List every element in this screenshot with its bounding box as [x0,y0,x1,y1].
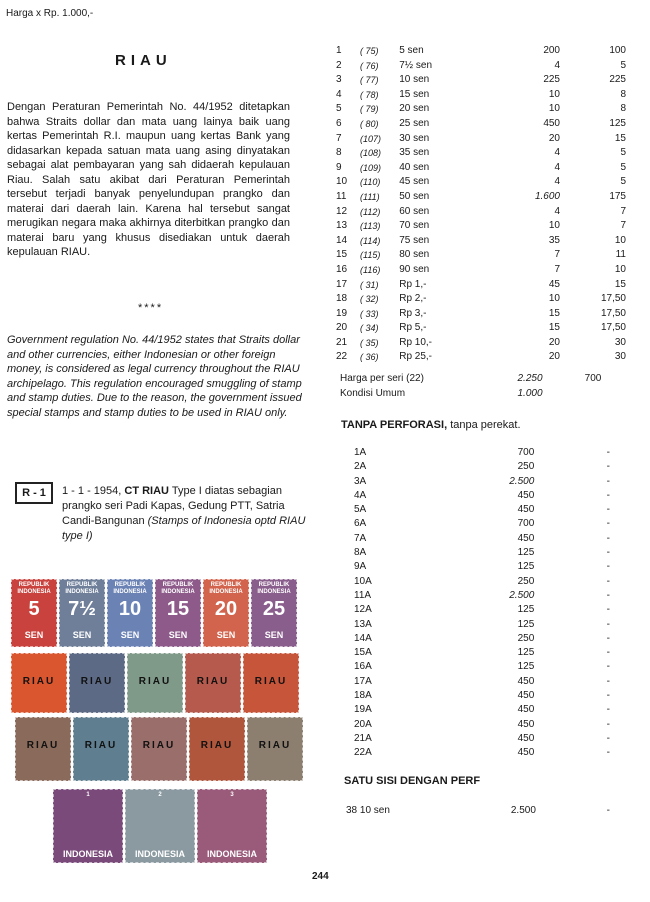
catalog-cell-no: 8 [336,147,342,159]
catalog-cell-v2: 10 [614,263,626,275]
catalog-cell-ref: ( 76) [359,60,379,71]
catalog-cell-ref: ( 75) [359,46,379,56]
catalog-cell-v1: 10 [548,293,560,305]
stamp-overprint: RIAU [142,740,176,751]
stamp-value: 7½ [68,598,96,620]
catalog-cell-v2: 8 [620,88,626,100]
catalog-cell-v2: 7 [620,220,626,232]
imperf-used: - [606,604,610,616]
imperf-no: 7A [354,532,367,544]
catalog-cell-v2: 15 [614,132,626,144]
imperf-row [346,675,626,689]
perf-one-side-table [346,804,626,819]
stamp-overprint: RIAU [254,676,288,687]
catalog-cell-ref: ( 33) [359,308,379,319]
imperf-no: 10A [354,575,372,587]
imperf-value: 250 [517,461,535,473]
catalog-cell-no: 19 [336,307,348,319]
imperf-row [346,689,626,703]
catalog-cell-ref: (108) [359,148,381,159]
catalog-cell-v1: 20 [548,351,560,363]
imperf-row [346,546,626,560]
catalog-row [336,117,626,132]
stamp-overprint: RIAU [258,740,292,751]
stamp [69,653,125,713]
catalog-cell-ref: (113) [359,221,381,232]
catalog-cell-v2: 5 [620,161,626,173]
stamp [203,579,249,647]
imperf-value: 125 [517,604,535,616]
imperf-no: 17A [354,675,372,687]
catalog-cell-v2: 225 [609,74,626,86]
catalog-cell-den: 25 sen [399,117,430,129]
imperf-value: 125 [517,561,535,573]
catalog-cell-v2: 5 [620,176,626,188]
catalog-cell-v2: 5 [620,59,626,71]
page-title: RIAU [115,52,172,69]
catalog-cell-no: 5 [336,103,342,115]
imperf-used: - [606,447,610,458]
summary-row: Harga per seri (22) 2.250 700 [340,373,602,384]
imperf-row [346,732,626,746]
issue-desc: Type I diatas sebagian prangko seri Padi Kapas, Gedung PTT, Satria Candi-Bangunan [62,485,285,527]
imperf-row [346,703,626,717]
catalog-cell-no: 17 [336,278,348,290]
catalog-cell-no: 15 [336,249,348,261]
imperf-row [346,589,626,603]
imperf-used: - [606,732,610,744]
catalog-cell-ref: ( 31) [359,279,379,290]
catalog-cell-v2: 17,50 [600,293,626,305]
catalog-cell-v2: 17,50 [600,307,626,319]
catalog-cell-ref: ( 36) [359,352,379,363]
catalog-cell-no: 3 [336,74,342,86]
imperf-used: - [606,747,610,759]
imperf-no: 18A [354,690,372,702]
catalog-cell-v2: 30 [614,351,626,363]
imperf-value: 700 [517,447,535,458]
imperf-value: 2.500 [509,589,535,601]
catalog-cell-ref: ( 79) [359,104,379,115]
issue-description [62,484,312,544]
stamp [73,717,129,781]
imperf-row [346,503,626,517]
intro-indonesian: Dengan Peraturan Pemerintah No. 44/1952 ditetapkan bahwa Straits dollar dan mata uang lainya baik uang kertas Pemerintah R.I. maupun uang kertas Bank yang didasarkan kepada satuan mata uang asing dinyatakan sebagai alat pembayaran yang sah didaerah kepulauan Riau. Salah satu akibat dari Peraturan Pemerintah tersebut terjadi banyak penyelundupan prangko dan materai dari daerah lain. Karena hal tersebut sangat merugikan negara maka akhirnya diterbitkan prangko dan materai baru yang khusus disediakan untuk daerah kepulauan RIAU. [7,101,290,258]
imperf-used: - [606,489,610,501]
imperf-no: 19A [354,704,372,716]
catalog-cell-no: 16 [336,263,348,275]
imperf-row [346,575,626,589]
stamp-overprint: RIAU [196,676,230,687]
imperf-no: 12A [354,604,372,616]
stamp-overprint: RIAU [80,676,114,687]
stamp-overprint: RIAU [22,676,56,687]
catalog-row [336,263,626,278]
imperf-no: 22A [354,747,372,759]
catalog-cell-v2: 100 [609,45,626,56]
catalog-row [336,205,626,220]
issue-code-box: R - 1 [15,482,53,504]
stamp [185,653,241,713]
catalog-cell-v1: 4 [554,147,560,159]
imperf-no: 1A [354,447,367,458]
table-row: 38 10 sen 2.500 - [346,805,610,816]
imperf-used: - [606,461,610,473]
catalog-cell-v1: 225 [543,74,560,86]
imperf-used: - [606,690,610,702]
imperf-used: - [606,718,610,730]
stamp [155,579,201,647]
imperf-used: - [606,589,610,601]
catalog-cell-ref: ( 78) [359,89,379,100]
catalog-cell-no: 14 [336,234,348,246]
catalog-row [336,219,626,234]
catalog-row [336,59,626,74]
catalog-cell-v2: 125 [609,117,626,129]
imperf-used: - [606,518,610,530]
separator-stars: **** [138,302,164,314]
summary-row: Kondisi Umum 1.000 [340,387,543,399]
catalog-cell-no: 11 [336,190,347,202]
stamp [247,717,303,781]
price-note: Harga x Rp. 1.000,- [6,8,94,19]
catalog-row [336,321,626,336]
imperf-value: 450 [517,704,535,716]
catalog-cell-den: 60 sen [399,205,430,217]
imperf-value: 450 [517,690,535,702]
imperf-used: - [606,618,610,630]
imperf-no: 15A [354,647,372,659]
catalog-cell-v1: 7 [554,263,560,275]
imperf-row [346,446,626,460]
catalog-cell-v1: 45 [548,278,560,290]
catalog-cell-v1: 10 [548,220,560,232]
imperf-value: 450 [517,675,535,687]
stamp-header: REPUBLIK INDONESIA [209,582,243,595]
stamp [243,653,299,713]
stamp-value: 10 [118,598,142,620]
stamp [53,789,123,863]
stamp [11,653,67,713]
imperf-value: 450 [517,747,535,759]
imperf-row [346,460,626,474]
catalog-cell-v1: 1.600 [534,190,560,202]
imperf-no: 14A [354,632,372,644]
stamp-value: 25 [262,598,286,620]
stamp-value: 20 [214,598,238,620]
stamp-unit: SEN [264,630,284,640]
catalog-cell-den: Rp 10,- [399,336,433,348]
stamp-country: INDONESIA [134,849,185,859]
imperf-no: 6A [354,518,367,530]
catalog-cell-den: Rp 2,- [399,293,427,305]
imperf-used: - [606,547,610,559]
imperf-row [346,618,626,632]
stamp-unit: SEN [216,630,236,640]
intro-english: Government regulation No. 44/1952 states that Straits dollar and other currencies, either Indonesian or other foreign money, is considered as legal currency throughout the RIAU archipelago. This regulation encouraged smuggling of stamp and stamp duties. Due to the reason, the government issued special stamps and stamp duties to be used in RIAU only. [7,334,302,419]
catalog-cell-no: 18 [336,293,348,305]
imperf-used: - [606,475,610,487]
stamp-value: 2 [158,792,162,798]
stamp [127,653,183,713]
catalog-row [336,292,626,307]
catalog-cell-no: 21 [336,336,348,348]
catalog-cell-v1: 4 [554,161,560,173]
imperf-row [346,560,626,574]
issue-desc-english: (Stamps of Indonesia optd RIAU type I) [62,515,306,542]
catalog-row [336,161,626,176]
catalog-cell-den: 10 sen [399,74,430,86]
catalog-cell-v1: 200 [543,45,560,56]
imperf-value: 125 [517,547,535,559]
imperf-value: 250 [517,632,535,644]
stamp-unit: SEN [24,630,44,640]
imperf-no: 21A [354,732,372,744]
stamp-unit: SEN [168,630,188,640]
catalog-row [336,102,626,117]
catalog-row [336,88,626,103]
stamp [15,717,71,781]
catalog-cell-v2: 175 [609,190,626,202]
imperf-no: 13A [354,618,372,630]
imperf-row [346,660,626,674]
imperf-row [346,475,626,489]
catalog-cell-ref: (114) [359,235,381,246]
imperf-row [346,646,626,660]
catalog-cell-no: 6 [336,117,342,129]
catalog-cell-v2: 11 [615,249,626,261]
catalog-cell-ref: (111) [359,191,380,202]
stamp [131,717,187,781]
catalog-row [336,350,626,365]
catalog-row [336,73,626,88]
catalog-cell-ref: (112) [359,206,381,217]
catalog-cell-den: 75 sen [399,234,430,246]
imperf-no: 8A [354,547,367,559]
stamp-country: INDONESIA [206,849,257,859]
stamp-unit: SEN [72,630,92,640]
imperf-no: 16A [354,661,372,673]
catalog-cell-v1: 4 [554,176,560,188]
catalog-cell-den: Rp 25,- [399,351,433,363]
catalog-cell-den: 35 sen [399,147,430,159]
stamp-country: INDONESIA [62,849,113,859]
imperf-used: - [606,504,610,516]
stamp-header: REPUBLIK INDONESIA [161,582,195,595]
stamp-value: 15 [166,598,190,620]
imperf-row [346,489,626,503]
catalog-cell-den: 30 sen [399,132,430,144]
imperf-row [346,632,626,646]
issue-name: CT RIAU [124,485,169,497]
catalog-row [336,234,626,249]
summary-table [340,372,626,401]
catalog-cell-den: 15 sen [399,88,430,100]
catalog-row [336,44,626,59]
catalog-cell-ref: (107) [359,133,381,144]
catalog-cell-den: 7½ sen [399,59,433,71]
catalog-cell-no: 4 [336,88,342,100]
imperf-used: - [606,675,610,687]
imperf-used: - [606,704,610,716]
stamp-value: 3 [230,792,234,798]
catalog-cell-den: 20 sen [399,103,430,115]
imperf-value: 450 [517,532,535,544]
imperf-value: 125 [517,647,535,659]
catalog-cell-v1: 35 [548,234,560,246]
catalog-cell-no: 10 [336,176,348,188]
catalog-cell-v1: 10 [548,88,560,100]
catalog-row [336,132,626,147]
stamp-overprint: RIAU [26,740,60,751]
stamp-header: REPUBLIK INDONESIA [113,582,147,595]
catalog-cell-no: 22 [336,351,348,363]
stamp-value: 1 [86,792,90,798]
stamp [107,579,153,647]
catalog-cell-no: 12 [336,205,348,217]
catalog-cell-ref: ( 32) [359,294,379,305]
catalog-cell-den: 70 sen [399,220,430,232]
catalog-cell-v2: 30 [614,336,626,348]
stamp [59,579,105,647]
issue-date: 1 - 1 - 1954, [62,485,122,497]
catalog-cell-den: 90 sen [399,263,430,275]
catalog-cell-v2: 15 [614,278,626,290]
imperf-value: 2.500 [509,475,535,487]
catalog-cell-den: 80 sen [399,249,430,261]
catalog-cell-v2: 8 [620,103,626,115]
catalog-cell-den: 5 sen [399,45,424,56]
catalog-table [336,44,626,365]
imperf-row [346,603,626,617]
catalog-cell-v1: 4 [554,205,560,217]
catalog-cell-v1: 10 [548,103,560,115]
catalog-cell-v1: 4 [554,59,560,71]
stamp-image [9,573,309,863]
catalog-row [336,190,626,205]
imperf-no: 20A [354,718,372,730]
catalog-cell-no: 20 [336,322,348,334]
catalog-cell-ref: (115) [359,250,381,261]
stamp-overprint: RIAU [200,740,234,751]
stamp [197,789,267,863]
stamp-header: REPUBLIK INDONESIA [257,582,291,595]
imperf-table [346,446,626,761]
stamp [251,579,297,647]
catalog-cell-den: 50 sen [399,190,430,202]
catalog-cell-den: Rp 3,- [399,307,427,319]
catalog-cell-no: 9 [336,161,342,173]
catalog-row [336,146,626,161]
imperf-value: 125 [517,661,535,673]
catalog-cell-v2: 10 [614,234,626,246]
catalog-cell-v2: 5 [620,147,626,159]
imperf-value: 450 [517,504,535,516]
stamp-overprint: RIAU [84,740,118,751]
stamp [11,579,57,647]
catalog-row [336,307,626,322]
stamp-overprint: RIAU [138,676,172,687]
imperf-used: - [606,532,610,544]
catalog-cell-ref: (110) [359,177,381,188]
imperf-no: 5A [354,504,367,516]
catalog-cell-v1: 7 [554,249,560,261]
perf-one-side-title: SATU SISI DENGAN PERF [344,775,481,787]
imperf-value: 450 [517,489,535,501]
catalog-cell-no: 1 [336,45,342,56]
imperf-section-title: TANPA PERFORASI, tanpa perekat. [341,419,521,431]
stamp-unit: SEN [120,630,140,640]
catalog-cell-v2: 17,50 [600,322,626,334]
imperf-no: 4A [354,489,367,501]
catalog-row [336,248,626,263]
imperf-value: 450 [517,718,535,730]
catalog-cell-v1: 20 [548,132,560,144]
catalog-cell-v1: 450 [543,117,560,129]
imperf-used: - [606,632,610,644]
catalog-cell-no: 13 [336,220,348,232]
catalog-cell-den: 45 sen [399,176,430,188]
catalog-cell-ref: (116) [359,264,381,275]
catalog-cell-no: 7 [336,132,342,144]
catalog-cell-ref: ( 77) [359,75,379,86]
imperf-row [346,718,626,732]
catalog-cell-ref: ( 34) [359,323,379,334]
catalog-cell-ref: ( 35) [359,337,379,348]
imperf-used: - [606,561,610,573]
imperf-value: 125 [517,618,535,630]
imperf-no: 3A [354,475,367,487]
catalog-cell-ref: ( 80) [359,118,379,129]
stamp-value: 5 [28,598,40,620]
catalog-row [336,278,626,293]
page-number: 244 [312,871,329,882]
catalog-cell-v2: 7 [620,205,626,217]
stamp-header: REPUBLIK INDONESIA [65,582,99,595]
catalog-cell-den: Rp 1,- [399,278,427,290]
imperf-value: 450 [517,732,535,744]
imperf-used: - [606,575,610,587]
catalog-cell-v1: 15 [548,322,560,334]
imperf-no: 11A [354,589,372,601]
imperf-row [346,517,626,531]
imperf-row [346,746,626,760]
catalog-cell-v1: 15 [548,307,560,319]
imperf-no: 9A [354,561,367,573]
stamp [189,717,245,781]
catalog-row [336,336,626,351]
imperf-used: - [606,647,610,659]
catalog-cell-ref: (109) [359,162,381,173]
catalog-cell-v1: 20 [548,336,560,348]
stamp [125,789,195,863]
imperf-row [346,532,626,546]
imperf-value: 700 [517,518,535,530]
imperf-no: 2A [354,461,367,473]
imperf-value: 250 [517,575,535,587]
catalog-cell-no: 2 [336,59,342,71]
catalog-cell-den: 40 sen [399,161,430,173]
catalog-cell-den: Rp 5,- [399,322,427,334]
imperf-used: - [606,661,610,673]
stamp-header: REPUBLIK INDONESIA [17,582,51,595]
catalog-row [336,175,626,190]
